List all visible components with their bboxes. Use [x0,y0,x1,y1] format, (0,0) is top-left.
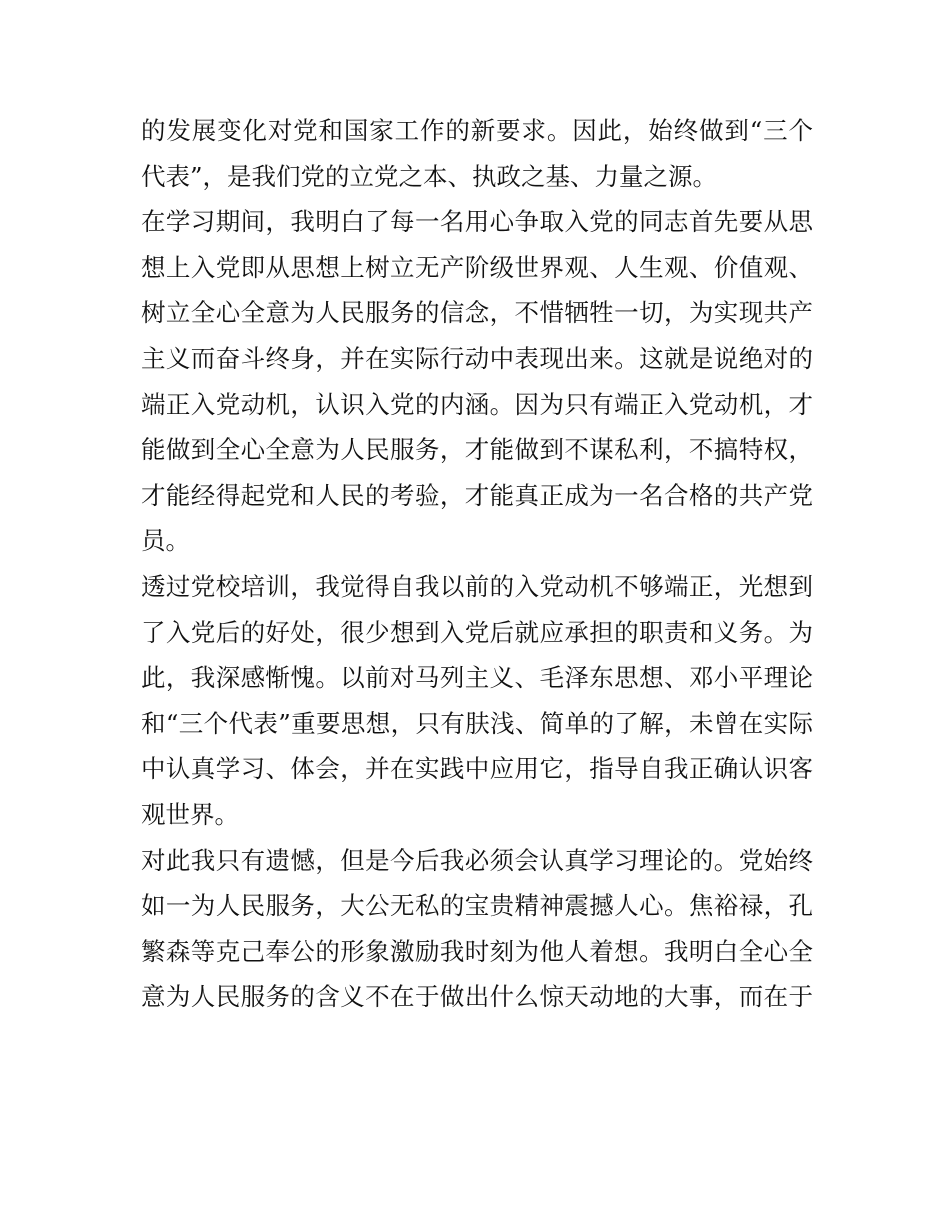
text-line: 想上入党即从思想上树立无产阶级世界观、人生观、价值观、 [141,252,813,282]
paragraph-1 [141,108,813,199]
text-line: 繁森等克己奉公的形象激励我时刻为他人着想。我明白全心全 [141,936,813,966]
body-text [141,108,813,1020]
text-line: 如一为人民服务，大公无私的宝贵精神震撼人心。焦裕禄，孔 [141,891,813,921]
text-line: 才能经得起党和人民的考验，才能真正成为一名合格的共产党 [141,480,813,510]
text-line: 中认真学习、体会，并在实践中应用它，指导自我正确认识客 [141,754,813,784]
text-line: 意为人民服务的含义不在于做出什么惊天动地的大事，而在于 [141,982,813,1012]
text-line: 主义而奋斗终身，并在实际行动中表现出来。这就是说绝对的 [141,343,813,373]
text-line: 对此我只有遗憾，但是今后我必须会认真学习理论的。党始终 [141,845,813,875]
paragraph-2 [141,199,813,564]
paragraph-3 [141,564,813,838]
text-line: 端正入党动机，认识入党的内涵。因为只有端正入党动机，才 [141,389,813,419]
text-line: 树立全心全意为人民服务的信念，不惜牺牲一切，为实现共产 [141,298,813,328]
text-line: 此，我深感惭愧。以前对马列主义、毛泽东思想、邓小平理论 [141,663,813,693]
text-line: 了入党后的好处，很少想到入党后就应承担的职责和义务。为 [141,617,813,647]
text-line: 能做到全心全意为人民服务，才能做到不谋私利，不搞特权， [141,435,813,465]
text-line: 的发展变化对党和国家工作的新要求。因此，始终做到“三个 [141,116,813,145]
text-line: 员。 [141,526,190,556]
text-line: 和“三个代表”重要思想，只有肤浅、简单的了解，未曾在实际 [141,708,813,738]
text-line: 透过党校培训，我觉得自我以前的入党动机不够端正，光想到 [141,571,813,601]
text-line: 观世界。 [141,799,239,829]
text-line: 代表”，是我们党的立党之本、执政之基、力量之源。 [141,161,718,191]
paragraph-4 [141,838,813,1020]
text-line: 在学习期间，我明白了每一名用心争取入党的同志首先要从思 [141,207,813,237]
